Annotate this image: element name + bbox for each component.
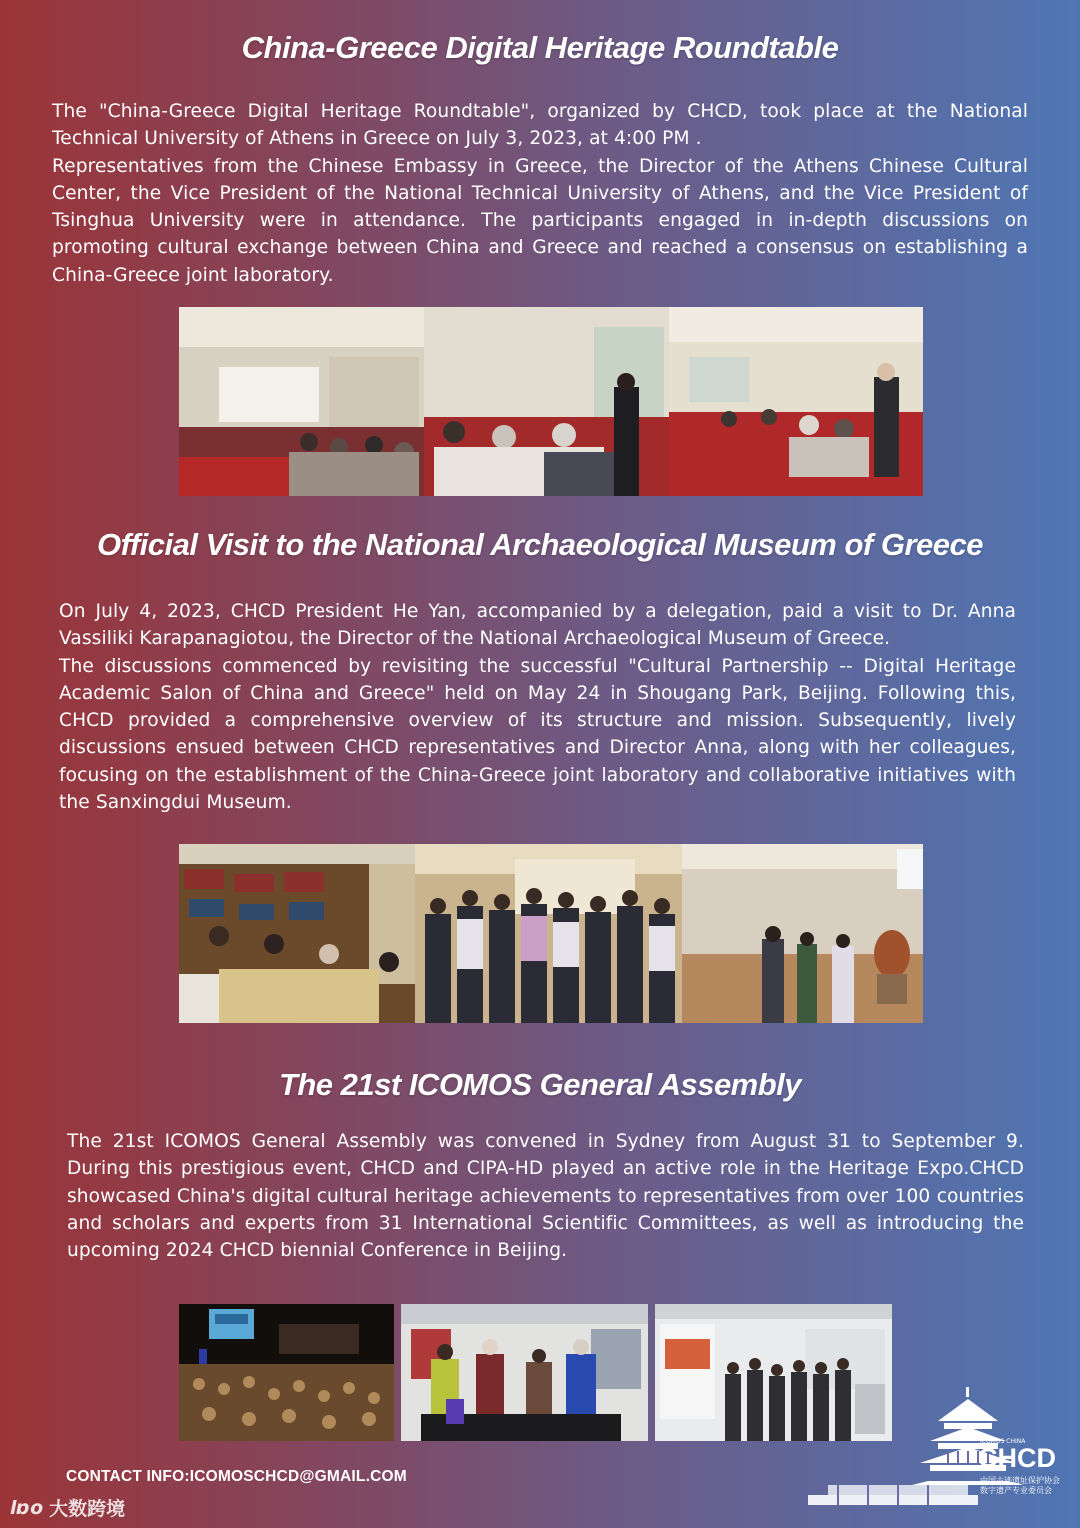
photo-strip-museum: [179, 844, 923, 1023]
watermark-text: 大数跨境: [49, 1498, 126, 1520]
logo-name: CHCD: [978, 1443, 1056, 1473]
logo-small-text: ICOMOS CHINA: [980, 1438, 1026, 1445]
logo-chinese-1: 中国古迹遗址保护协会: [980, 1476, 1060, 1485]
paragraph: The "China-Greece Digital Heritage Roundtable", organized by CHCD, took place at the National Technical University of Athens in Greece on July 3, 2023, at 4:00 PM .: [52, 101, 1028, 150]
paragraph: The discussions commenced by revisiting the successful "Cultural Partnership -- Digital Heritage Academic Salon of China and Greece" held on May 24 in Shougang Park, Beijing. Following this, CHCD provided a comprehensive overview of its structure and mission. Subsequently, lively discussions ensued between CHCD representatives and Director Anna, along with her colleagues, focusing on the establishment of the China-Greece joint laboratory and collaborative initiatives with the Sanxingdui Museum.: [59, 655, 1016, 814]
photo-speaker-man: [669, 307, 923, 496]
photo-library-meeting: [179, 844, 415, 1023]
contact-info: CONTACT INFO:ICOMOSCHCD@GMAIL.COM: [66, 1468, 407, 1485]
section-title-icomos: The 21st ICOMOS General Assembly: [278, 1067, 802, 1102]
section-text-roundtable: [52, 98, 1028, 289]
paragraph: On July 4, 2023, CHCD President He Yan, accompanied by a delegation, paid a visit to Dr. Anna Vassiliki Karapanagiotou, the Director of the National Archaeological Museum of Greece.: [59, 601, 1016, 650]
photo-assembly-auditorium: [179, 1304, 394, 1441]
photo-museum-hall: [682, 844, 923, 1023]
section-title-roundtable: China-Greece Digital Heritage Roundtable: [241, 30, 839, 65]
photo-strip-icomos: [179, 1304, 892, 1441]
photo-expo-group: [401, 1304, 648, 1441]
photo-strip-roundtable: [179, 307, 923, 496]
section-text-museum-visit: [59, 598, 1016, 816]
logo-chinese-2: 数字遗产专业委员会: [980, 1486, 1052, 1495]
paragraph: Representatives from the Chinese Embassy in Greece, the Director of the Athens Chinese Cultural Center, the Vice President of the National Technical University of Athens, and the Vice President of Tsinghua University were in attendance. The participants engaged in in-depth discussions on promoting cultural exchange between China and Greece and reached a consensus on establishing a China-Greece joint laboratory.: [52, 155, 1028, 286]
watermark: [10, 1494, 125, 1521]
section-text-icomos: [67, 1128, 1024, 1264]
watermark-logo: lɒo: [10, 1496, 44, 1519]
chcd-logo: [808, 1385, 1070, 1515]
photo-speaker-woman: [424, 307, 669, 496]
section-title-museum-visit: Official Visit to the National Archaeological Museum of Greece: [96, 527, 983, 562]
paragraph: The 21st ICOMOS General Assembly was convened in Sydney from August 31 to September 9. During this prestigious event, CHCD and CIPA-HD played an active role in the Heritage Expo.CHCD showcased China's digital cultural heritage achievements to representatives from over 100 countries and scholars and experts from 31 International Scientific Committees, as well as introducing the upcoming 2024 CHCD biennial Conference in Beijing.: [67, 1131, 1024, 1262]
photo-lecture-hall: [179, 307, 424, 496]
photo-group-portrait: [415, 844, 682, 1023]
